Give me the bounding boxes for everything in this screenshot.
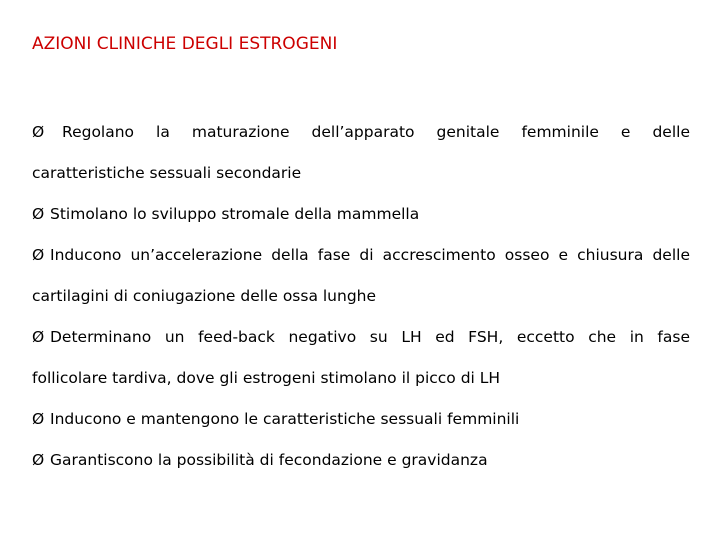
list-item: [32, 194, 690, 235]
list-item-continuation: follicolare tardiva, dove gli estrogeni stimolano il picco di LH: [32, 369, 501, 387]
list-item: [32, 440, 690, 481]
list-item-continuation: caratteristiche sessuali secondarie: [32, 164, 302, 182]
list-item: [32, 317, 690, 399]
list-item-continuation: cartilagini di coniugazione delle ossa lunghe: [32, 287, 377, 305]
list-item-text: Regolano la maturazione dell’apparato genitale femminile e delle: [62, 123, 690, 141]
list-item-text: Garantiscono la possibilità di fecondazione e gravidanza: [50, 451, 488, 469]
arrow-bullet-icon: Ø: [32, 451, 45, 469]
list-item-text: Determinano un feed-back negativo su LH ed FSH, eccetto che in fase: [50, 328, 690, 346]
list-item-first-line: [32, 317, 690, 358]
arrow-bullet-icon: Ø: [32, 205, 45, 223]
list-item-first-line: [32, 235, 690, 276]
arrow-bullet-icon: Ø: [32, 410, 45, 428]
list-item: [32, 112, 690, 194]
list-item-text: Inducono e mantengono le caratteristiche sessuali femminili: [50, 410, 520, 428]
arrow-bullet-icon: Ø: [32, 246, 45, 264]
slide-title: AZIONI CLINICHE DEGLI ESTROGENI: [32, 34, 338, 54]
arrow-bullet-icon: Ø: [32, 328, 45, 346]
bullet-list: [32, 112, 690, 481]
list-item: [32, 399, 690, 440]
list-item-text: Inducono un’accelerazione della fase di accrescimento osseo e chiusura delle: [50, 246, 690, 264]
arrow-bullet-icon: Ø: [32, 123, 45, 141]
list-item-text: Stimolano lo sviluppo stromale della mammella: [50, 205, 420, 223]
list-item-first-line: [32, 112, 690, 153]
list-item: [32, 235, 690, 317]
